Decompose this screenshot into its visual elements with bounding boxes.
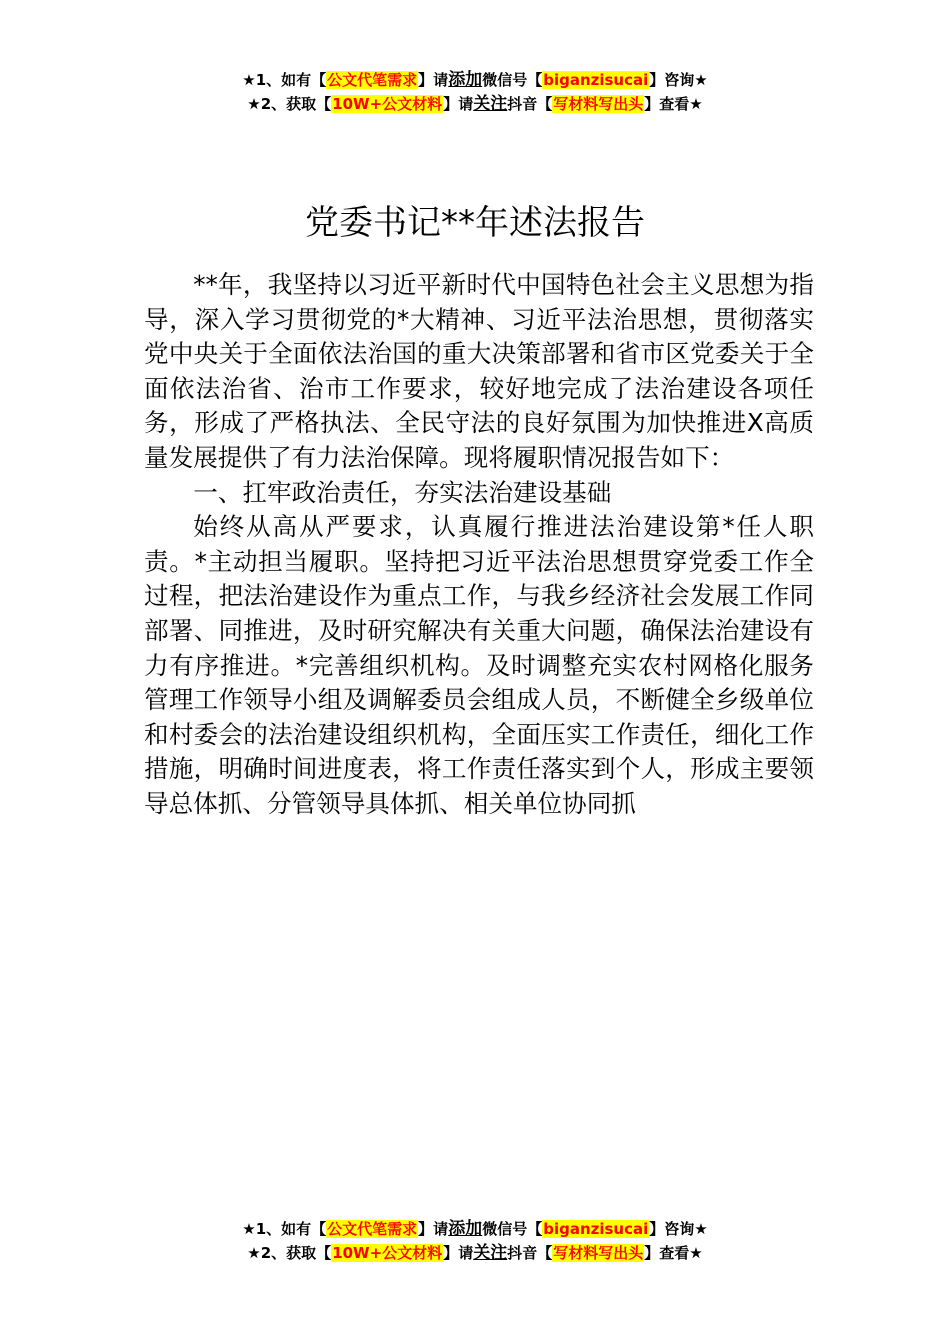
banner-emphasis: 关注 [473,94,508,114]
banner-text: 微信号【 [482,71,543,89]
highlight-service: 公文代笔需求 [327,1220,418,1238]
banner-text: 】请 [418,1220,449,1238]
intro-paragraph: **年，我坚持以习近平新时代中国特色社会主义思想为指导，深入学习贯彻党的*大精神、习近平法治思想，贯彻落实党中央关于全面依法治国的重大决策部署和省市区党委关于全面依法治省、治市工作要求，较好地完成了法治建设各项任务，形成了严格执法、全民守法的良好氛围为加快推进X高质量发展提供了有力法治保障。现将履职情况报告如下： [144,270,814,472]
highlight-wechat-id: biganzisucai [543,1220,649,1238]
banner-line-2 [0,92,950,116]
highlight-service: 公文代笔需求 [327,71,418,89]
header-banner [0,68,950,116]
banner-emphasis: 添加 [448,70,483,90]
banner-emphasis: 关注 [473,1243,508,1263]
highlight-douyin: 写材料写出头 [553,1244,644,1262]
highlight-douyin: 写材料写出头 [553,95,644,113]
footer-banner [0,1217,950,1265]
highlight-materials: 10W+公文材料 [332,1244,443,1262]
section-heading: 一、扛牢政治责任，夯实法治建设基础 [193,477,612,507]
banner-emphasis: 添加 [448,1219,483,1239]
banner-text: 】请 [418,71,449,89]
banner-text: 】查看★ [644,95,703,113]
highlight-wechat-id: biganzisucai [543,71,649,89]
banner-text: 】咨询★ [649,1220,708,1238]
banner-text: ★1、如有【 [242,1220,327,1238]
banner-text: ★2、获取【 [247,1244,332,1262]
banner-line-1 [0,68,950,92]
banner-text: 】请 [443,1244,474,1262]
banner-text: 】咨询★ [649,71,708,89]
banner-line-1 [0,1217,950,1241]
banner-text: 微信号【 [482,1220,543,1238]
document-body [144,268,814,822]
banner-text: ★2、获取【 [247,95,332,113]
highlight-materials: 10W+公文材料 [332,95,443,113]
section-paragraph: 始终从高从严要求，认真履行推进法治建设第*任人职责。*主动担当履职。坚持把习近平法治思想贯穿党委工作全过程，把法治建设作为重点工作，与我乡经济社会发展工作同部署、同推进，及时研究解决有关重大问题，确保法治建设有力有序推进。*完善组织机构。及时调整充实农村网格化服务管理工作领导小组及调解委员会组成人员，不断健全乡级单位和村委会的法治建设组织机构，全面压实工作责任，细化工作措施，明确时间进度表，将工作责任落实到个人，形成主要领导总体抓、分管领导具体抓、相关单位协同抓 [144,512,814,818]
document-title: 党委书记**年述法报告 [305,202,645,243]
banner-text: 】请 [443,95,474,113]
banner-line-2 [0,1241,950,1265]
banner-text: 抖音【 [507,95,553,113]
banner-text: 】查看★ [644,1244,703,1262]
banner-text: 抖音【 [507,1244,553,1262]
banner-text: ★1、如有【 [242,71,327,89]
